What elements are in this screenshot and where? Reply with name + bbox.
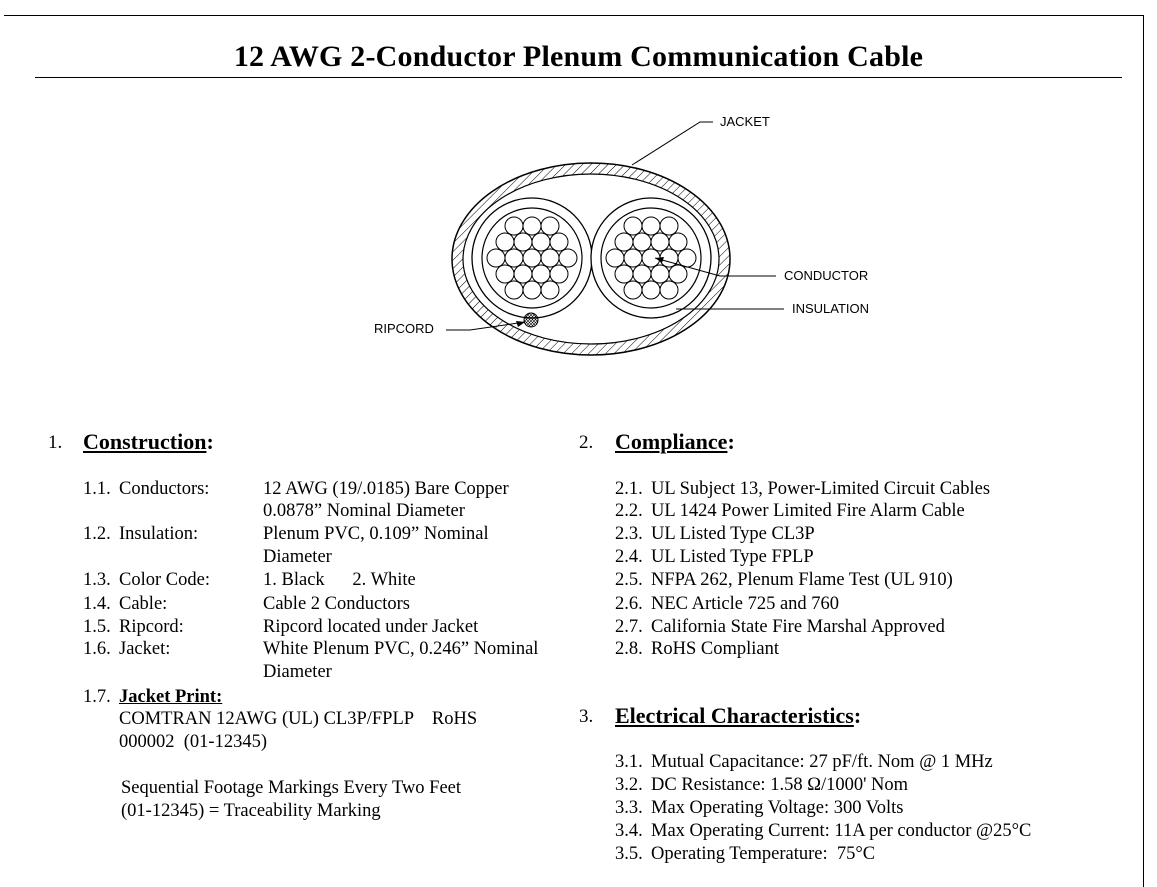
conductor-label: CONDUCTOR: [784, 268, 869, 283]
compliance-item-id: 2.4.: [615, 547, 643, 567]
construction-item-id: 1.3.: [83, 570, 111, 590]
construction-item-value: Diameter: [263, 547, 332, 567]
compliance-item-text: RoHS Compliant: [651, 639, 779, 659]
electrical-item-text: Max Operating Current: 11A per conductor @25°C: [651, 821, 1032, 841]
jacket-print-line: COMTRAN 12AWG (UL) CL3P/FPLP RoHS: [119, 709, 478, 729]
construction-item-label: Ripcord:: [119, 617, 184, 637]
construction-number: 1.: [48, 432, 63, 453]
compliance-item-text: UL 1424 Power Limited Fire Alarm Cable: [651, 501, 965, 521]
compliance-item-text: NEC Article 725 and 760: [651, 594, 840, 614]
construction-heading: Construction:: [83, 429, 214, 454]
jacket-print-note: (01-12345) = Traceability Marking: [121, 801, 381, 821]
construction-item-id: 1.5.: [83, 617, 111, 637]
construction-item-label: Insulation:: [119, 524, 199, 544]
construction-item-value: 0.0878” Nominal Diameter: [263, 501, 465, 521]
compliance-item-id: 2.8.: [615, 639, 643, 659]
compliance-item-text: UL Listed Type FPLP: [651, 547, 814, 567]
jacket-print-heading: Jacket Print:: [119, 687, 223, 707]
compliance-item-id: 2.1.: [615, 479, 643, 499]
ripcord-label: RIPCORD: [374, 321, 434, 336]
electrical-item-id: 3.3.: [615, 798, 643, 818]
right-conductor: [591, 198, 711, 318]
jacket-label: JACKET: [720, 114, 770, 129]
construction-item-label: Conductors:: [119, 479, 210, 499]
compliance-number: 2.: [579, 432, 594, 453]
ripcord-circle: [524, 313, 538, 327]
jacket-leader: [632, 122, 713, 165]
construction-item-value: Plenum PVC, 0.109” Nominal: [263, 524, 489, 544]
construction-item-label: Jacket:: [119, 639, 171, 659]
compliance-item-text: UL Listed Type CL3P: [651, 524, 815, 544]
jacket-print-line: 000002 (01-12345): [119, 732, 267, 752]
electrical-item-id: 3.2.: [615, 775, 643, 795]
compliance-item-id: 2.7.: [615, 617, 643, 637]
construction-item-id: 1.4.: [83, 594, 111, 614]
document-title: 12 AWG 2-Conductor Plenum Communication Cable: [233, 40, 924, 73]
construction-item-value: Diameter: [263, 662, 332, 682]
electrical-item-text: Mutual Capacitance: 27 pF/ft. Nom @ 1 MHz: [651, 752, 993, 772]
compliance-item-id: 2.6.: [615, 594, 643, 614]
construction-item-label: Color Code:: [119, 570, 210, 590]
electrical-item-text: Max Operating Voltage: 300 Volts: [651, 798, 904, 818]
cable-cross-section-diagram: [0, 0, 1157, 420]
electrical-heading: Electrical Characteristics:: [615, 703, 862, 728]
construction-item-id: 1.6.: [83, 639, 111, 659]
electrical-item-id: 3.4.: [615, 821, 643, 841]
jacket-print-id: 1.7.: [83, 687, 111, 707]
electrical-item-id: 3.1.: [615, 752, 643, 772]
construction-item-value: Cable 2 Conductors: [263, 594, 410, 614]
construction-item-value: 12 AWG (19/.0185) Bare Copper: [263, 479, 509, 499]
jacket-print-note: Sequential Footage Markings Every Two Feet: [121, 778, 462, 798]
electrical-item-id: 3.5.: [615, 844, 643, 864]
electrical-item-text: Operating Temperature: 75°C: [651, 844, 876, 864]
compliance-item-text: UL Subject 13, Power-Limited Circuit Cables: [651, 479, 991, 499]
insulation-label: INSULATION: [792, 301, 870, 316]
construction-item-label: Cable:: [119, 594, 168, 614]
construction-item-value: Ripcord located under Jacket: [263, 617, 479, 637]
left-conductor: [472, 198, 592, 318]
construction-item-id: 1.2.: [83, 524, 111, 544]
compliance-item-id: 2.3.: [615, 524, 643, 544]
construction-item-value: White Plenum PVC, 0.246” Nominal: [263, 639, 539, 659]
compliance-item-text: California State Fire Marshal Approved: [651, 617, 945, 637]
compliance-heading: Compliance:: [615, 429, 735, 454]
construction-item-value: 1. Black 2. White: [263, 570, 416, 590]
electrical-number: 3.: [579, 706, 594, 727]
compliance-item-id: 2.2.: [615, 501, 643, 521]
electrical-item-text: DC Resistance: 1.58 Ω/1000' Nom: [651, 775, 909, 795]
construction-item-id: 1.1.: [83, 479, 111, 499]
compliance-item-id: 2.5.: [615, 570, 643, 590]
compliance-item-text: NFPA 262, Plenum Flame Test (UL 910): [651, 570, 953, 590]
